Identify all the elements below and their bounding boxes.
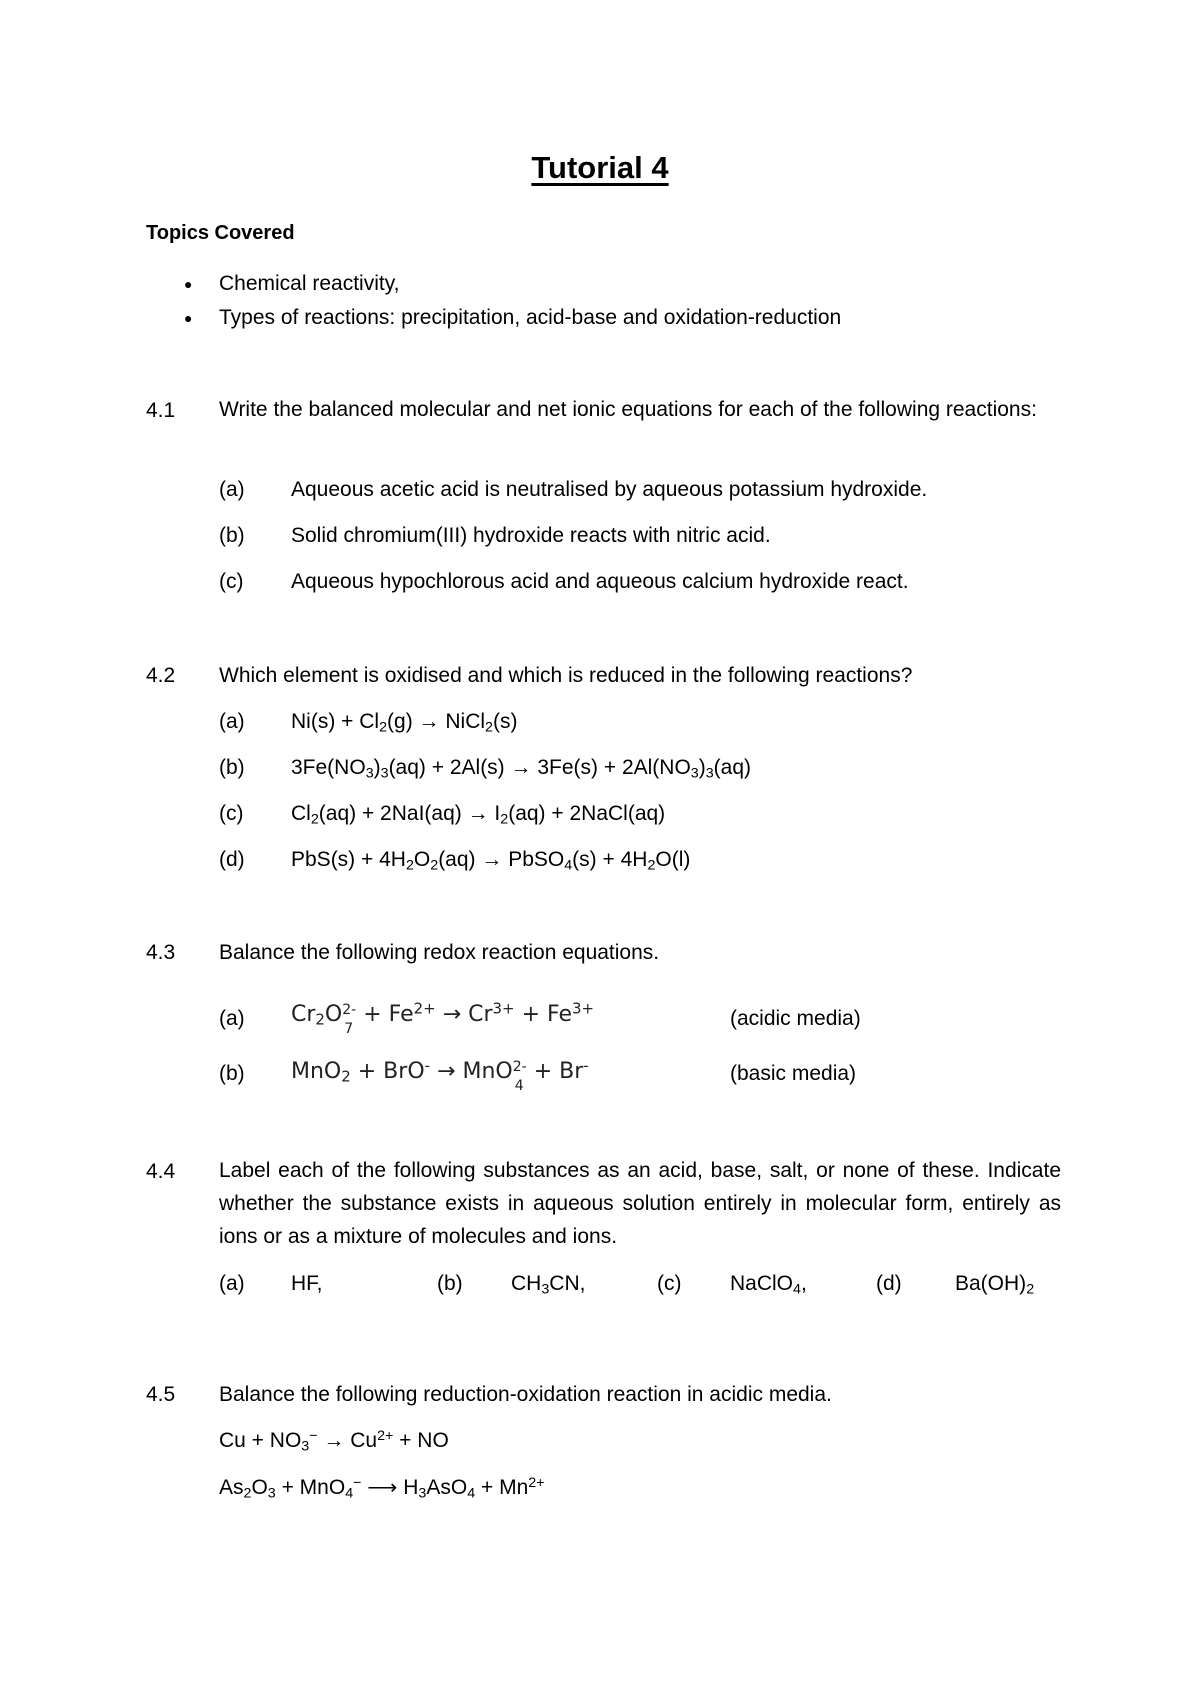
item-label: (b) xyxy=(219,1062,245,1085)
question-number: 4.3 xyxy=(146,941,176,964)
equation: $Cl_2(aq) + 2NaI(aq) \to I_2(aq)$ + 2NaCl(aq) xyxy=(291,802,666,828)
item-label: (b) xyxy=(437,1272,463,1295)
question-text: Write the balanced molecular and net ionic equations for each of the following reactions: xyxy=(219,398,1037,421)
equation: $Cr_2O$ 2- 7 + $Fe^{2+} \to Cr^{3+} + Fe^{3+}$ xyxy=(291,999,595,1037)
question-number: 4.2 xyxy=(146,664,176,687)
equation: MnO$_2$ + BrO- → MnO 2- 4 + Br- xyxy=(291,1056,589,1094)
question-text: Label each of the following substances as an acid, base, salt, or none of these. Indicate whether the substance exists in aqueous solution entirely in molecular form, entirely as ions or as a mixture of molecules and ions. xyxy=(219,1159,1061,1248)
item-text: Solid chromium(III) hydroxide reacts with nitric acid. xyxy=(291,524,771,547)
item-label: (c) xyxy=(219,570,244,593)
equation: $As_2O_3 + MnO_4^-$ ⟶ $H_3AsO_4 + Mn^{2+}$ xyxy=(219,1474,545,1502)
item-label: (c) xyxy=(219,802,244,825)
bullet-icon: ● xyxy=(184,276,193,292)
item-label: (c) xyxy=(657,1272,682,1295)
equation: $PbS(s) + 4H_2O_2(aq)$ → PbSO$_4$(s) + $4H_2O(l)$ xyxy=(291,848,691,874)
substance: NaClO$_4$, xyxy=(730,1272,807,1298)
item-label: (a) xyxy=(219,478,245,501)
item-label: (a) xyxy=(219,1272,245,1295)
equation: $Ni(s) + Cl_2(g)$ → NiCl$_2$(s) xyxy=(291,710,518,736)
item-label: (d) xyxy=(876,1272,902,1295)
topic-item: Chemical reactivity, xyxy=(219,272,400,295)
substance: $Ba(OH)_2$ xyxy=(955,1272,1035,1298)
item-label: (a) xyxy=(219,1007,245,1030)
question-text: Balance the following redox reaction equations. xyxy=(219,941,660,964)
item-label: (b) xyxy=(219,756,245,779)
equation: $3Fe(NO_3)_3(aq) + 2Al(s) \to 3Fe(s) + 2Al(NO_3)_3(aq)$ xyxy=(291,756,752,782)
media-note: (acidic media) xyxy=(730,1007,861,1030)
topic-item: Types of reactions: precipitation, acid-base and oxidation-reduction xyxy=(219,306,842,329)
media-note: (basic media) xyxy=(730,1062,857,1085)
substance: $CH_3CN$, xyxy=(511,1272,586,1298)
item-text: Aqueous hypochlorous acid and aqueous calcium hydroxide react. xyxy=(291,570,909,593)
question-text: Balance the following reduction-oxidation reaction in acidic media. xyxy=(219,1383,832,1406)
item-label: (b) xyxy=(219,524,245,547)
item-label: (d) xyxy=(219,848,245,871)
bullet-icon: ● xyxy=(184,310,193,326)
equation: $Cu + NO_3^- \to Cu^{2+}$ + NO xyxy=(219,1427,449,1455)
question-number: 4.4 xyxy=(146,1160,176,1183)
topics-heading: Topics Covered xyxy=(146,222,295,244)
item-text: Aqueous acetic acid is neutralised by aqueous potassium hydroxide. xyxy=(291,478,928,501)
question-text: Which element is oxidised and which is reduced in the following reactions? xyxy=(219,664,913,687)
question-number: 4.1 xyxy=(146,399,176,422)
item-label: (a) xyxy=(219,710,245,733)
page-title: Tutorial 4 xyxy=(531,150,669,185)
substance: HF, xyxy=(291,1272,323,1295)
question-number: 4.5 xyxy=(146,1383,176,1406)
